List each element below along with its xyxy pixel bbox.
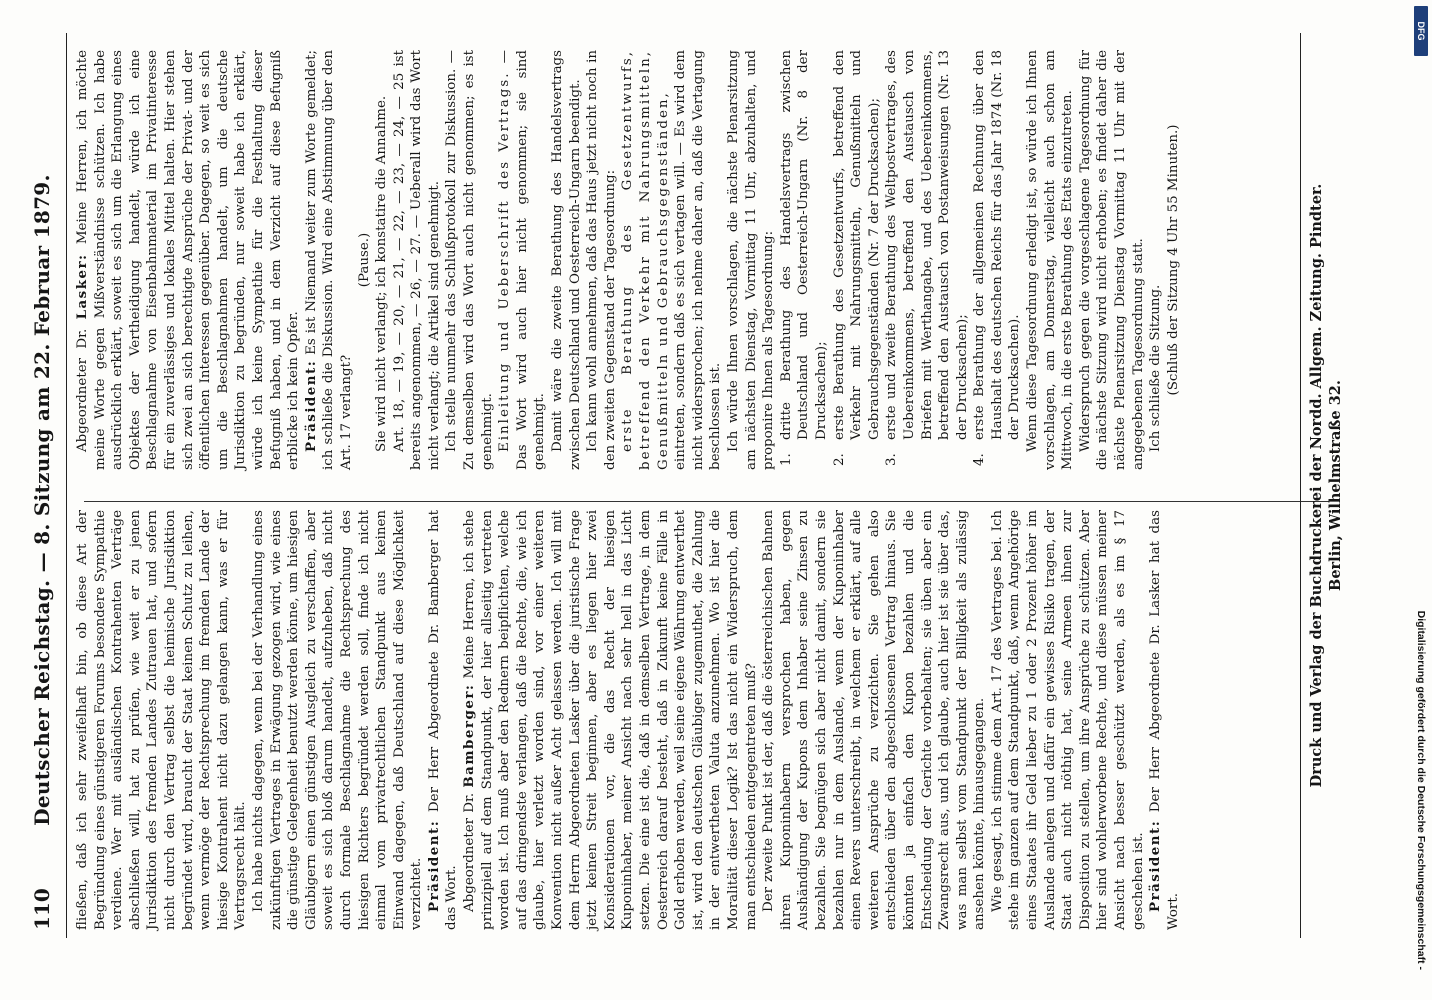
agenda-number: 1. bbox=[778, 453, 794, 466]
agenda-topic: erste Berathung des Gesetzentwurfs, betreffend den Verkehr mit Nahrungsmitteln, Genußmitteln und Gebrauchsgegenständen, bbox=[620, 50, 671, 470]
left-column bbox=[74, 510, 1182, 930]
paragraph: Ich kann wohl annehmen, daß das Haus jetzt nicht noch in den zweiten Gegenstand der Tagesordnung: bbox=[585, 50, 618, 470]
paragraph: Damit wäre die zweite Berathung des Handelsvertrags zwischen Deutschland und Oesterreich-Ungarn beendigt. bbox=[550, 50, 583, 470]
speaker-paragraph bbox=[426, 510, 461, 930]
agenda-list bbox=[778, 50, 1024, 470]
speech-text: Es ist Niemand weiter zum Worte gemeldet; ich schließe die Diskussion. Wird eine Abstimmung über den Art. 17 verlangt? bbox=[303, 50, 354, 470]
speech-text: Der Herr Abgeordnete Dr. Lasker hat das Wort. bbox=[1148, 510, 1181, 930]
stage-direction: (Pause.) bbox=[356, 232, 372, 288]
dfg-logo-icon bbox=[1414, 6, 1428, 56]
paragraph-text: — Das Wort wird auch hier nicht genommen; sie sind genehmigt. bbox=[497, 50, 548, 470]
speech-text: Meine Herren, ich möchte meine Worte gegen Mißverständnisse schützen. Ich habe ausdrücklich erklärt, soweit es sich um die Erlangung eines Objektes der Vertheidigung handelt, würde ich eine Beschlagnahme von Eisenbahnmaterial im Privatinteresse für ein zuverlässiges und lokales Mittel halten. Hier stehen sich zwei an sich berechtigte Ansprüche der Privat- und der öffentlichen Interessen gegenüber. Dagegen, so weit es sich um die Beschlagnahmen handelt, um die deutsche Jurisdiktion zu begründen, nur soweit habe ich erklärt, würde ich keine Sympathie für die Festhaltung dieser Befugniß haben, und in dem Verzicht auf diese Befugniß erblicke ich kein Opfer. bbox=[75, 49, 302, 470]
agenda-item bbox=[831, 50, 884, 470]
spaced-text: Vertrags. bbox=[497, 71, 513, 152]
digitization-note bbox=[1409, 70, 1427, 970]
running-title: Deutscher Reichstag. — 8. Sitzung am 22. Februar 1879. bbox=[30, 174, 54, 826]
agenda-item bbox=[883, 50, 971, 470]
dfg-logo-text: DFG bbox=[1416, 21, 1426, 41]
paragraph: Widerspruch gegen die vorgeschlagene Tagesordnung für die nächste Sitzung wird nicht erhoben; es findet daher die nächste Plenarsitzung Dienstag Vormittag 11 Uhr mit der angegebenen Tagesordnung statt. bbox=[1077, 50, 1146, 470]
agenda-text: erste und zweite Berathung des Weltpostvertrages, des Uebereinkommens, betreffend den Austausch von Briefen mit Werthangabe, und des Uebereinkommens, betreffend den Austausch von Postanweisungen (Nr. 13 der Drucksachen); bbox=[884, 50, 970, 440]
printer-imprint bbox=[1300, 33, 1345, 938]
imprint-line: Druck und Verlag der Buchdruckerei der Nordd. Allgem. Zeitung. Pindter. bbox=[1308, 183, 1325, 788]
imprint-rule bbox=[1300, 33, 1301, 938]
paragraph: Art. 18, — 19, — 20, — 21, — 22, — 23, — 24, — 25 ist bereits angenommen, — 26, — 27. — Ueberall wird das Wort nicht verlangt; die Artikel sind genehmigt. bbox=[391, 50, 442, 470]
paragraph: Der zweite Punkt ist der, daß die österreichischen Bahnen ihren Kuponinhabern versprochen haben, gegen Aushändigung der Kupons dem Inhaber seine Zinsen zu bezahlen. Sie begnügen sich aber nicht damit, sondern sie bezahlen nur in dem Auslande, wenn der Kuponinhaber einen Revers unterschreibt, in welchem er erklärt, auf alle weiteren Ansprüche zu verzichten. Sie gehen also entschieden über den abgeschlossenen Vertrag hinaus. Sie könnten ja einfach den Kupon bezahlen und die Entscheidung der Gerichte vorbehalten; sie üben aber ein Zwangsrecht aus, und ich glaube, auch hier ist sie über das, was man selbst vom Standpunkt der Billigkeit als zulässig ansehen könnte, hinausgegangen. bbox=[761, 510, 988, 930]
right-column bbox=[74, 50, 1182, 470]
agenda-item bbox=[778, 50, 831, 470]
speaker-label: Präsident: bbox=[302, 359, 319, 452]
paragraph: Ich stelle nunmehr das Schlußprotokoll zur Diskussion. — Zu demselben wird das Wort auch nicht genommen; es ist genehmigt. bbox=[444, 50, 495, 470]
agenda-text: dritte Berathung des Handelsvertrags zwischen Deutschland und Oesterreich-Ungarn (Nr. 8 der Drucksachen); bbox=[778, 50, 829, 440]
paragraph: Wie gesagt, ich stimme dem Art. 17 des Vertrages bei. Ich stehe im ganzen auf dem Standpunkt, daß, wenn Angehörige eines Staates ihr Geld lieber zu 1 oder 2 Prozent höher im Auslande anlegen und dafür ein gewisses Risiko tragen, der Staat auch nicht nöthig hat, seine Armeen ihnen zur Disposition zu stellen, um ihre Ansprüche zu schützen. Aber hier sind wohlerworbene Rechte, und diese müssen meiner Ansicht nach besser geschützt werden, als es im § 17 geschehen ist. bbox=[989, 510, 1146, 930]
imprint-line: Berlin, Wilhelmstraße 32. bbox=[1327, 380, 1344, 591]
paragraph: fließen, daß ich sehr zweifelhaft bin, ob diese Art der Begründung eines günstigeren Forums besondere Sympathie verdiene. Wer mit ausländischen Kontrahenten Verträge abschließen will, hat zu prüfen, wie weit er zu jenen Jurisdiktion des fremden Landes Zutrauen hat, und sofern nicht durch den Vertrag selbst die heimische Jurisdiktion begründet wird, braucht der Staat keinen Schutz zu leihen, wenn vermöge der Rechtsprechung im fremden Lande der hiesige Kontrahent nicht dazu gelangen kann, was er für Vertragsrecht hält. bbox=[75, 510, 249, 930]
speaker-paragraph bbox=[303, 50, 356, 470]
speaker-paragraph bbox=[461, 510, 760, 930]
paragraph: Ich habe nichts dagegen, wenn bei der Verhandlung eines zukünftigen Vertrages in Erwägung gezogen wird, wie eines die günstige Gelegenheit benutzt werden könne, um hiesigen Gläubigern einen günstigen Ausgleich zu verschaffen, aber soweit es sich bloß darum handelt, aufzuheben, daß nicht durch formale Beschlagnahme die Rechtsprechung des hiesigen Richters begründet werden soll, finde ich nicht einmal vom privatrechtlichen Standpunkt aus keinen Einwand dagegen, daß Deutschland auf diese Möglichkeit verzichtet. bbox=[250, 510, 425, 930]
agenda-text: erste Berathung der allgemeinen Rechnung über den Haushalt des deutschen Reichs für das Jahr 1874 (Nr. 18 der Drucksachen). bbox=[972, 50, 1023, 440]
agenda-number: 4. bbox=[972, 453, 988, 466]
speaker-label: Präsident: bbox=[425, 819, 442, 912]
agenda-number: 2. bbox=[831, 453, 847, 466]
paragraph bbox=[496, 50, 549, 470]
speaker-prefix: Abgeordneter Dr. bbox=[462, 792, 478, 912]
speaker-paragraph bbox=[1147, 510, 1182, 930]
agenda-item bbox=[971, 50, 1024, 470]
speaker-paragraph bbox=[74, 50, 303, 470]
paragraph: Ich würde Ihnen vorschlagen, die nächste Plenarsitzung am nächsten Dienstag, Vormittag 11 Uhr, abzuhalten, und proponire Ihnen als Tagesordnung: bbox=[725, 50, 777, 470]
speaker-label: Bamberger: bbox=[461, 683, 478, 788]
paragraph: eintreten, sondern daß es sich vertagen will. — Es wird dem nicht widersprochen; ich nehme daher an, daß die Vertagung beschlossen ist. bbox=[673, 50, 724, 470]
running-head bbox=[30, 0, 70, 1000]
spaced-text: Einleitung und Ueberschrift des bbox=[497, 159, 513, 452]
speaker-label: Präsident: bbox=[1147, 819, 1164, 912]
agenda-text: erste Berathung des Gesetzentwurfs, betreffend den Verkehr mit Nahrungsmitteln, Genußmitteln und Gebrauchsgegenständen (Nr. 7 der Drucksachen); bbox=[831, 50, 882, 440]
speech-text: Der Herr Abgeordnete Dr. Bamberger hat das Wort. bbox=[426, 510, 460, 930]
paragraph: Sie wird nicht verlangt; ich konstatire die Annahme. bbox=[374, 95, 390, 452]
page-number: 110 bbox=[30, 888, 54, 930]
column-divider bbox=[84, 501, 1329, 502]
session-closing: (Schluß der Sitzung 4 Uhr 55 Minuten.) bbox=[1165, 124, 1181, 396]
paragraph: Ich schließe die Sitzung. bbox=[1148, 284, 1164, 452]
speech-text: Meine Herren, ich stehe prinzipiell auf dem Standpunkt, der hier allseitig vertreten worden ist. Ich muß aber den Rednern beipflichten, welche auf das dringendste verlangen, daß die Rechte, die, wie ich glaube, hier verletzt worden sind, vor einer weiteren Konvention nicht außer Acht gelassen werden. Ich will mit dem Herrn Abgeordneten Lasker über die juristische Frage jetzt keinen Streit beginnen, aber es liegen hier zwei Konsiderationen vor, die das Recht der hiesigen Kuponinhaber, meiner Ansicht nach sehr hell in das Licht setzen. Die eine ist die, daß in demselben Vertrage, in dem Oesterreich darauf besteht, daß in Zukunft keine Fälle in Gold erhoben werden, weil seine eigene Währung entwerthet ist, wird den deutschen Gläubiger zugemuthet, die Zahlung in der entwertheten Valuta anzunehmen. Wo ist hier die Moralität dieser Logik? Ist das nicht ein Widerspruch, dem man entschieden entgegentreten muß? bbox=[462, 510, 759, 930]
header-rule bbox=[66, 33, 67, 938]
speaker-prefix: Abgeordneter Dr. bbox=[75, 328, 90, 452]
digitization-note-text: Digitalisierung gefördert durch die Deutsche Forschungsgemeinschaft - bbox=[1415, 610, 1427, 970]
paragraph: Wenn diese Tagesordnung erledigt ist, so würde ich Ihnen vorschlagen, am Donnerstag, vielleicht auch schon am Mittwoch, in die erste Berathung des Etats einzutreten. bbox=[1025, 50, 1076, 470]
agenda-number: 3. bbox=[884, 453, 900, 466]
speaker-label: Lasker: bbox=[74, 253, 90, 320]
